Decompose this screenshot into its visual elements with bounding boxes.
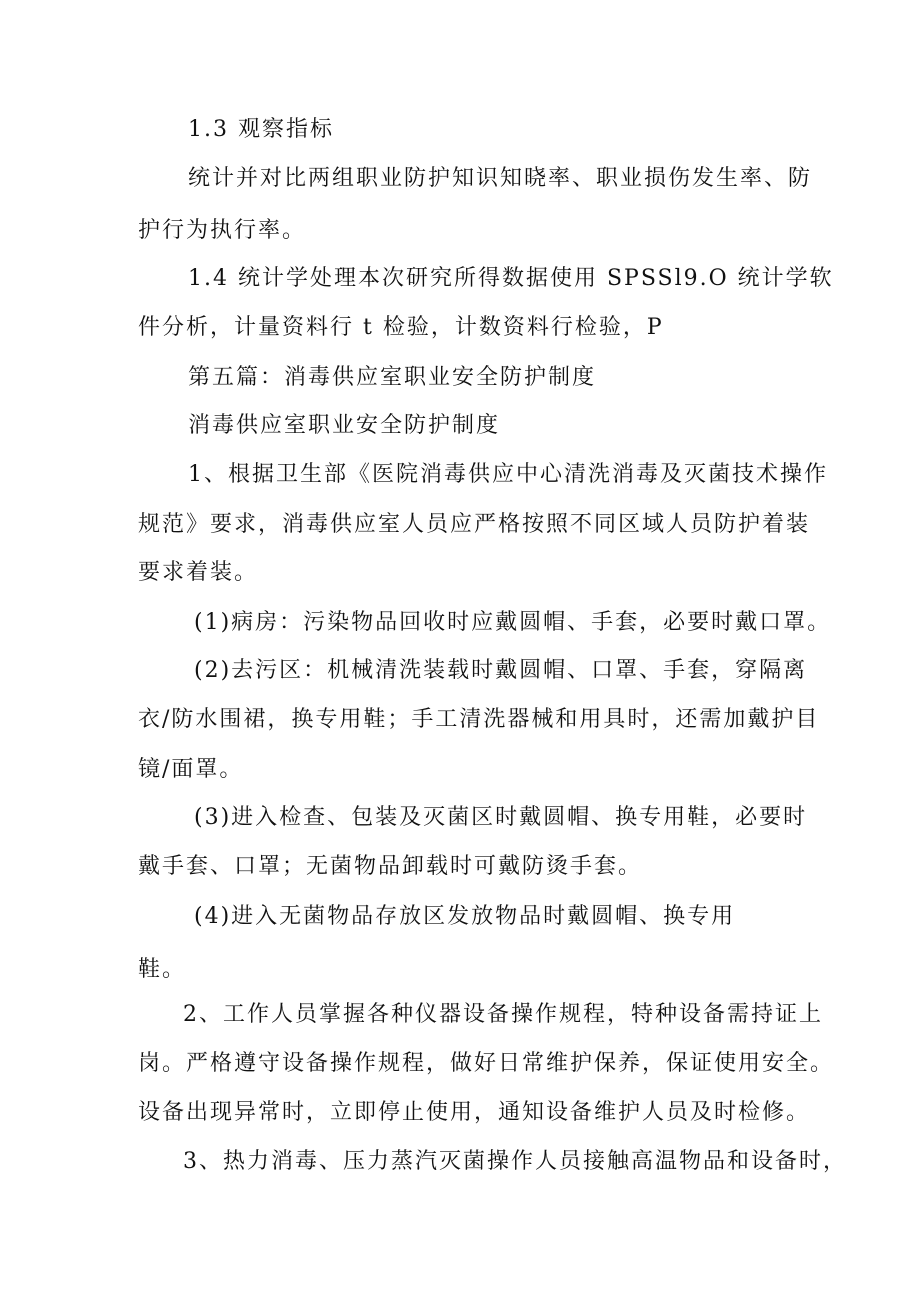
section-heading-1-3: 1.3 观察指标 — [188, 117, 334, 142]
paragraph-line: 2、工作人员掌握各种仪器设备操作规程，特种设备需持证上 — [183, 1002, 823, 1027]
paragraph-line: 统计并对比两组职业防护知识知晓率、职业损伤发生率、防 — [188, 166, 813, 191]
list-item-line: 镜/面罩。 — [138, 757, 244, 782]
paragraph-line: 设备出现异常时，立即停止使用，通知设备维护人员及时检修。 — [138, 1100, 811, 1125]
paragraph-line: 规范》要求，消毒供应室人员应严格按照不同区域人员防护着装 — [138, 512, 811, 537]
paragraph-line: 要求着装。 — [138, 560, 259, 585]
list-item-line: 鞋。 — [138, 957, 187, 982]
paragraph-line: 护行为执行率。 — [138, 218, 307, 243]
list-item-line: (3)进入检查、包装及灭菌区时戴圆帽、换专用鞋，必要时 — [194, 805, 808, 830]
section-heading-1-4: 1.4 统计学处理本次研究所得数据使用 SPSSl9.O 统计学软 — [188, 266, 834, 291]
list-item-line: (2)去污区：机械清洗装载时戴圆帽、口罩、手套，穿隔离 — [194, 658, 808, 683]
paragraph-line: 岗。严格遵守设备操作规程，做好日常维护保养，保证使用安全。 — [138, 1051, 835, 1076]
paragraph-line: 3、热力消毒、压力蒸汽灭菌操作人员接触高温物品和设备时， — [183, 1149, 847, 1174]
paragraph-line: 1、根据卫生部《医院消毒供应中心清洗消毒及灭菌技术操作 — [188, 462, 828, 487]
chapter-heading: 第五篇：消毒供应室职业安全防护制度 — [188, 365, 597, 390]
list-item-line: (4)进入无菌物品存放区发放物品时戴圆帽、换专用 — [194, 904, 736, 929]
list-item-line: (1)病房：污染物品回收时应戴圆帽、手套，必要时戴口罩。 — [194, 610, 832, 635]
paragraph-line: 件分析，计量资料行 t 检验，计数资料行检验，P — [138, 315, 664, 340]
list-item-line: 戴手套、口罩；无菌物品卸载时可戴防烫手套。 — [138, 854, 643, 879]
document-title: 消毒供应室职业安全防护制度 — [188, 413, 501, 438]
list-item-line: 衣/防水围裙，换专用鞋；手工清洗器械和用具时，还需加戴护目 — [138, 707, 820, 732]
